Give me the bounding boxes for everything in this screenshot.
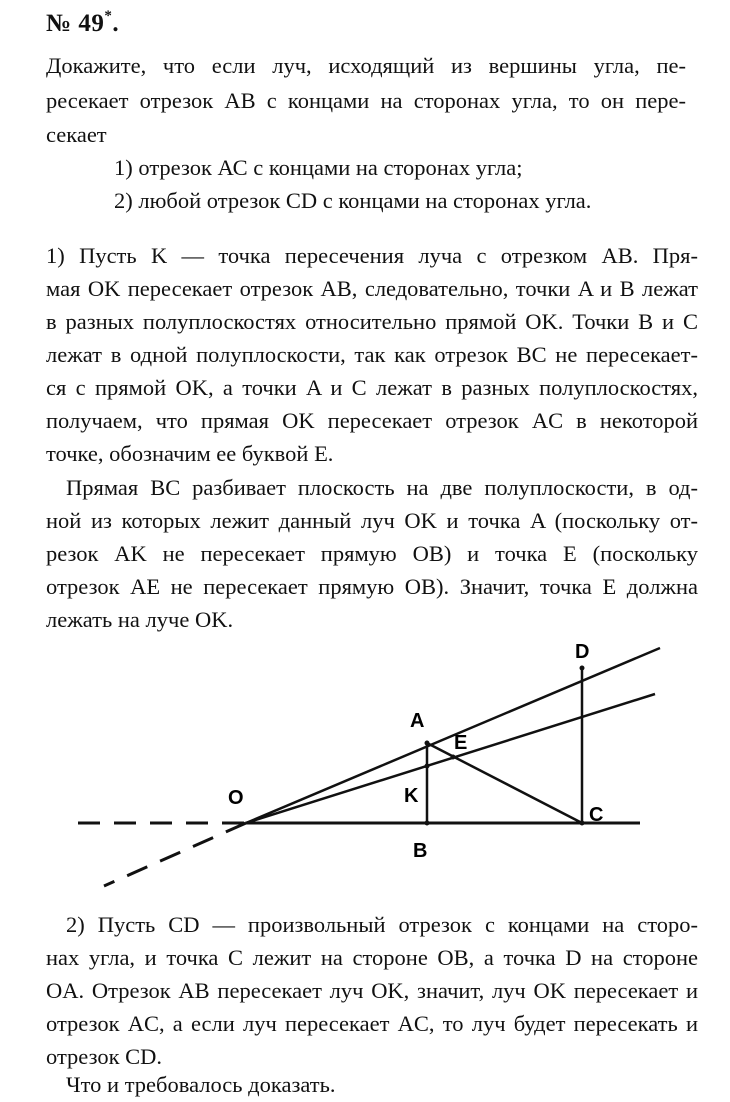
solution-line: ся с прямой OK, а точки A и C лежат в разных полуплоскостях, — [46, 375, 698, 400]
solution-line: Прямая BC разбивает плоскость на две полуплоскости, в од- — [66, 475, 698, 500]
label-b: B — [413, 840, 428, 862]
solution-line: мая OK пересекает отрезок AB, следовательно, точки A и B лежат — [46, 276, 698, 301]
solution-line: отрезок AC, а если луч пересекает AC, то луч будет пересекать и — [46, 1011, 698, 1036]
solution-line: получаем, что прямая OK пересекает отрезок AC в некоторой — [46, 408, 698, 433]
statement-item: 1) отрезок АС с концами на сторонах угла; — [114, 155, 523, 180]
side-oa — [246, 648, 660, 823]
solution-line: отрезок AE не пересекает прямую OB). Значит, точка E должна — [46, 574, 698, 599]
ray-oa-extension — [104, 823, 246, 886]
solution-line: в разных полуплоскостях относительно прямой OK. Точки B и C — [46, 309, 698, 334]
segment-ac — [427, 743, 582, 823]
label-a: A — [410, 710, 425, 732]
solution-line: ной из которых лежит данный луч OK и точка A (поскольку от- — [46, 508, 698, 533]
conclusion: Что и требовалось доказать. — [66, 1072, 336, 1097]
point-k — [425, 764, 430, 769]
solution-line: резок AK не пересекает прямую OB) и точка E (поскольку — [46, 541, 698, 566]
problem-number: № 49*. — [46, 8, 120, 37]
solution-line: 1) Пусть K — точка пересечения луча с отрезком AB. Пря- — [46, 243, 698, 268]
solution-line: отрезок CD. — [46, 1044, 163, 1069]
solution-line: лежать на луче OK. — [46, 607, 234, 632]
solution-line: лежат в одной полуплоскости, так как отрезок BC не пересекает- — [46, 342, 698, 367]
point-c — [580, 821, 585, 826]
statement-line: Докажите, что если луч, исходящий из вершины угла, пе- — [46, 53, 686, 78]
point-d — [580, 666, 585, 671]
statement-item: 2) любой отрезок CD с концами на сторонах угла. — [114, 188, 592, 213]
solution-line: 2) Пусть CD — произвольный отрезок с концами на сторо- — [66, 912, 698, 937]
label-o: O — [228, 787, 244, 809]
solution-line: нах угла, и точка C лежит на стороне OB, а точка D на стороне — [46, 945, 698, 970]
statement-line: ресекает отрезок АВ с концами на сторонах угла, то он пере- — [46, 88, 686, 113]
geometry-figure — [0, 640, 730, 900]
label-d: D — [575, 641, 590, 663]
point-a — [425, 741, 430, 746]
label-c: C — [589, 804, 604, 826]
label-e: E — [454, 732, 468, 754]
statement-line: секает — [46, 122, 107, 147]
point-e — [451, 755, 456, 760]
solution-line: OA. Отрезок AB пересекает луч OK, значит, луч OK пересекает и — [46, 978, 698, 1003]
label-k: K — [404, 785, 419, 807]
point-b — [425, 821, 430, 826]
solution-line: точке, обозначим ее буквой E. — [46, 441, 334, 466]
